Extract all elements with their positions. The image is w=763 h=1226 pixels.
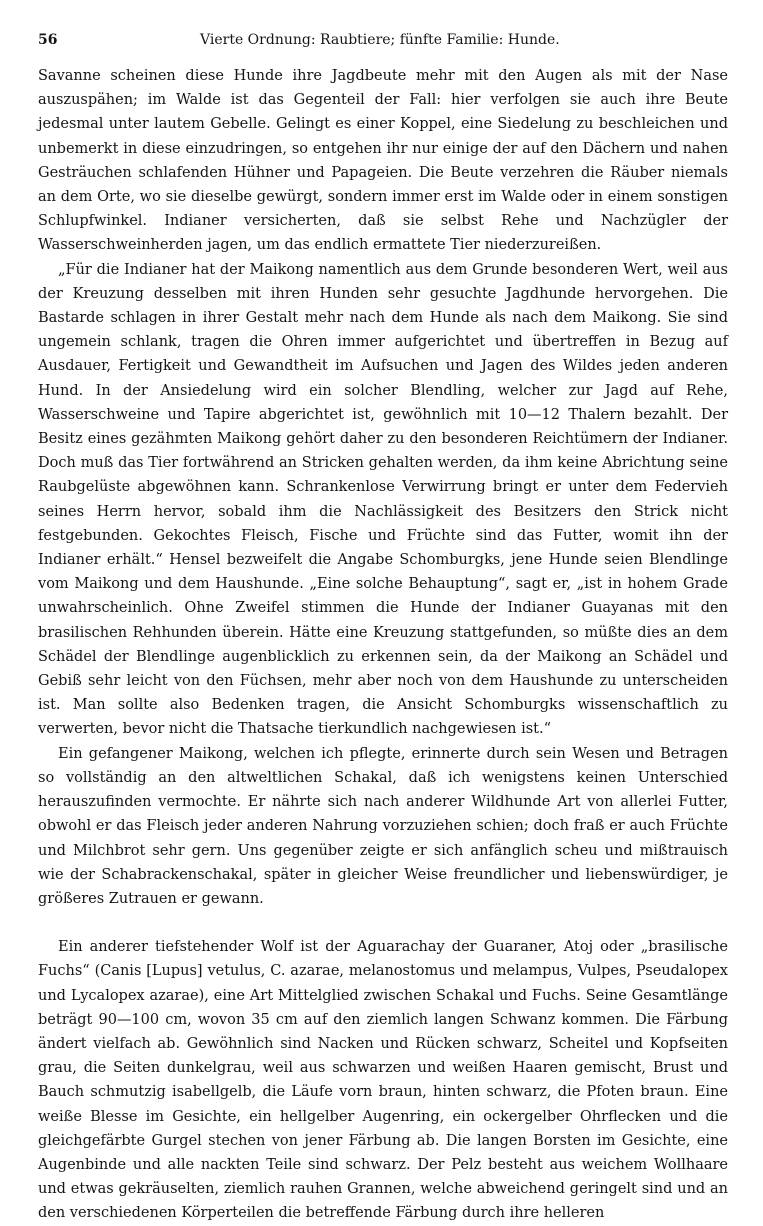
- page-body: [38, 64, 728, 1226]
- paragraph-4: Ein anderer tiefstehender Wolf ist der Aguarachay der Guaraner, Atoj oder „brasilische Fuchs“ (Canis [Lupus] vetulus, C. azarae, melanostomus und melampus, Vulpes, Pseudalopex und Lycalopex azarae), eine Art Mittelglied zwischen Schakal und Fuchs. Seine Gesamtlänge beträgt 90—100 cm, wovon 35 cm auf den ziemlich langen Schwanz kommen. Die Färbung ändert vielfach ab. Gewöhnlich sind Nacken und Rücken schwarz, Scheitel und Kopfseiten grau, die Seiten dunkelgrau, weil aus schwarzen und weißen Haaren gemischt, Brust und Bauch schmutzig isabellgelb, die Läufe vorn braun, hinten schwarz, die Pfoten braun. Eine weiße Blesse im Gesichte, ein hellgelber Augenring, ein ockergelber Ohrflecken und die gleichgefärbte Gurgel stechen von jener Färbung ab. Die langen Borsten im Gesichte, eine Augenbinde und alle nackten Teile sind schwarz. Der Pelz besteht aus weichem Wollhaare und etwas gekräuselten, ziemlich rauhen Grannen, welche abweichend geringelt sind und an den verschiedenen Körperteilen die betreffende Färbung durch ihre helleren: [38, 939, 728, 1222]
- page-header: [38, 32, 723, 56]
- paragraph-2: „Für die Indianer hat der Maikong namentlich aus dem Grunde besonderen Wert, weil aus der Kreuzung desselben mit ihren Hunden sehr gesuchte Jagdhunde hervorgehen. Die Bastarde schlagen in ihrer Gestalt mehr nach dem Hunde als nach dem Maikong. Sie sind ungemein schlank, tragen die Ohren immer aufgerichtet und übertreffen in Bezug auf Ausdauer, Fertigkeit und Gewandtheit im Aufsuchen und Jagen des Wildes jeden anderen Hund. In der Ansiedelung wird ein solcher Blendling, welcher zur Jagd auf Rehe, Wasserschweine und Tapire abgerichtet ist, gewöhnlich mit 10—12 Thalern bezahlt. Der Besitz eines gezähmten Maikong gehört daher zu den besonderen Reichtümern der Indianer. Doch muß das Tier fortwährend an Stricken gehalten werden, da ihm keine Abrichtung seine Raubgelüste abgewöhnen kann. Schrankenlose Verwirrung bringt er unter dem Federvieh seines Herrn hervor, sobald ihm die Nachlässigkeit des Besitzers den Strick nicht festgebunden. Gekochtes Fleisch, Fische und Früchte sind das Futter, womit ihn der Indianer erhält.“ Hensel bezweifelt die Angabe Schomburgks, jene Hunde seien Blendlinge vom Maikong und dem Haushunde. „Eine solche Behauptung“, sagt er, „ist in hohem Grade unwahrscheinlich. Ohne Zweifel stimmen die Hunde der Indianer Guayanas mit den brasilischen Rehhunden überein. Hätte eine Kreuzung stattgefunden, so müßte dies an dem Schädel der Blendlinge augenblicklich zu erkennen sein, da der Maikong an Schädel und Gebiß sehr leicht von den Füchsen, mehr aber noch von dem Haushunde zu unterscheiden ist. Man sollte also Bedenken tragen, die Ansicht Schomburgks wissenschaftlich zu verwerten, bevor nicht die Thatsache tierkundlich nachgewiesen ist.“: [38, 261, 728, 738]
- running-title: Vierte Ordnung: Raubtiere; fünfte Familie: Hunde.: [200, 32, 560, 48]
- paragraph-3: Ein gefangener Maikong, welchen ich pflegte, erinnerte durch sein Wesen und Betragen so vollständig an den altweltlichen Schakal, daß ich wenigstens keinen Unterschied herauszufinden vermochte. Er nährte sich nach anderer Wildhunde Art von allerlei Futter, obwohl er das Fleisch jeder anderen Nahrung vorzuziehen schien; doch fraß er auch Früchte und Milchbrot sehr gern. Uns gegenüber zeigte er sich anfänglich scheu und mißtrauisch wie der Schabrackenschakal, später in gleicher Weise freundlicher und liebenswürdiger, je größeres Zutrauen er gewann.: [38, 745, 728, 907]
- page-number: 56: [38, 32, 58, 48]
- section-gap: [38, 911, 728, 935]
- paragraph-1: Savanne scheinen diese Hunde ihre Jagdbeute mehr mit den Augen als mit der Nase auszuspähen; im Walde ist das Gegenteil der Fall: hier verfolgen sie auch ihre Beute jedesmal unter lautem Gebelle. Gelingt es einer Koppel, eine Siedelung zu beschleichen und unbemerkt in diese einzudringen, so entgehen ihr nur einige der auf den Dächern und nahen Gesträuchen schlafenden Hühner und Papageien. Die Beute verzehren die Räuber niemals an dem Orte, wo sie dieselbe gewürgt, sondern immer erst im Walde oder in einem sonstigen Schlupfwinkel. Indianer versicherten, daß sie selbst Rehe und Nachzügler der Wasserschweinherden jagen, um das endlich ermattete Tier niederzureißen.: [38, 68, 728, 254]
